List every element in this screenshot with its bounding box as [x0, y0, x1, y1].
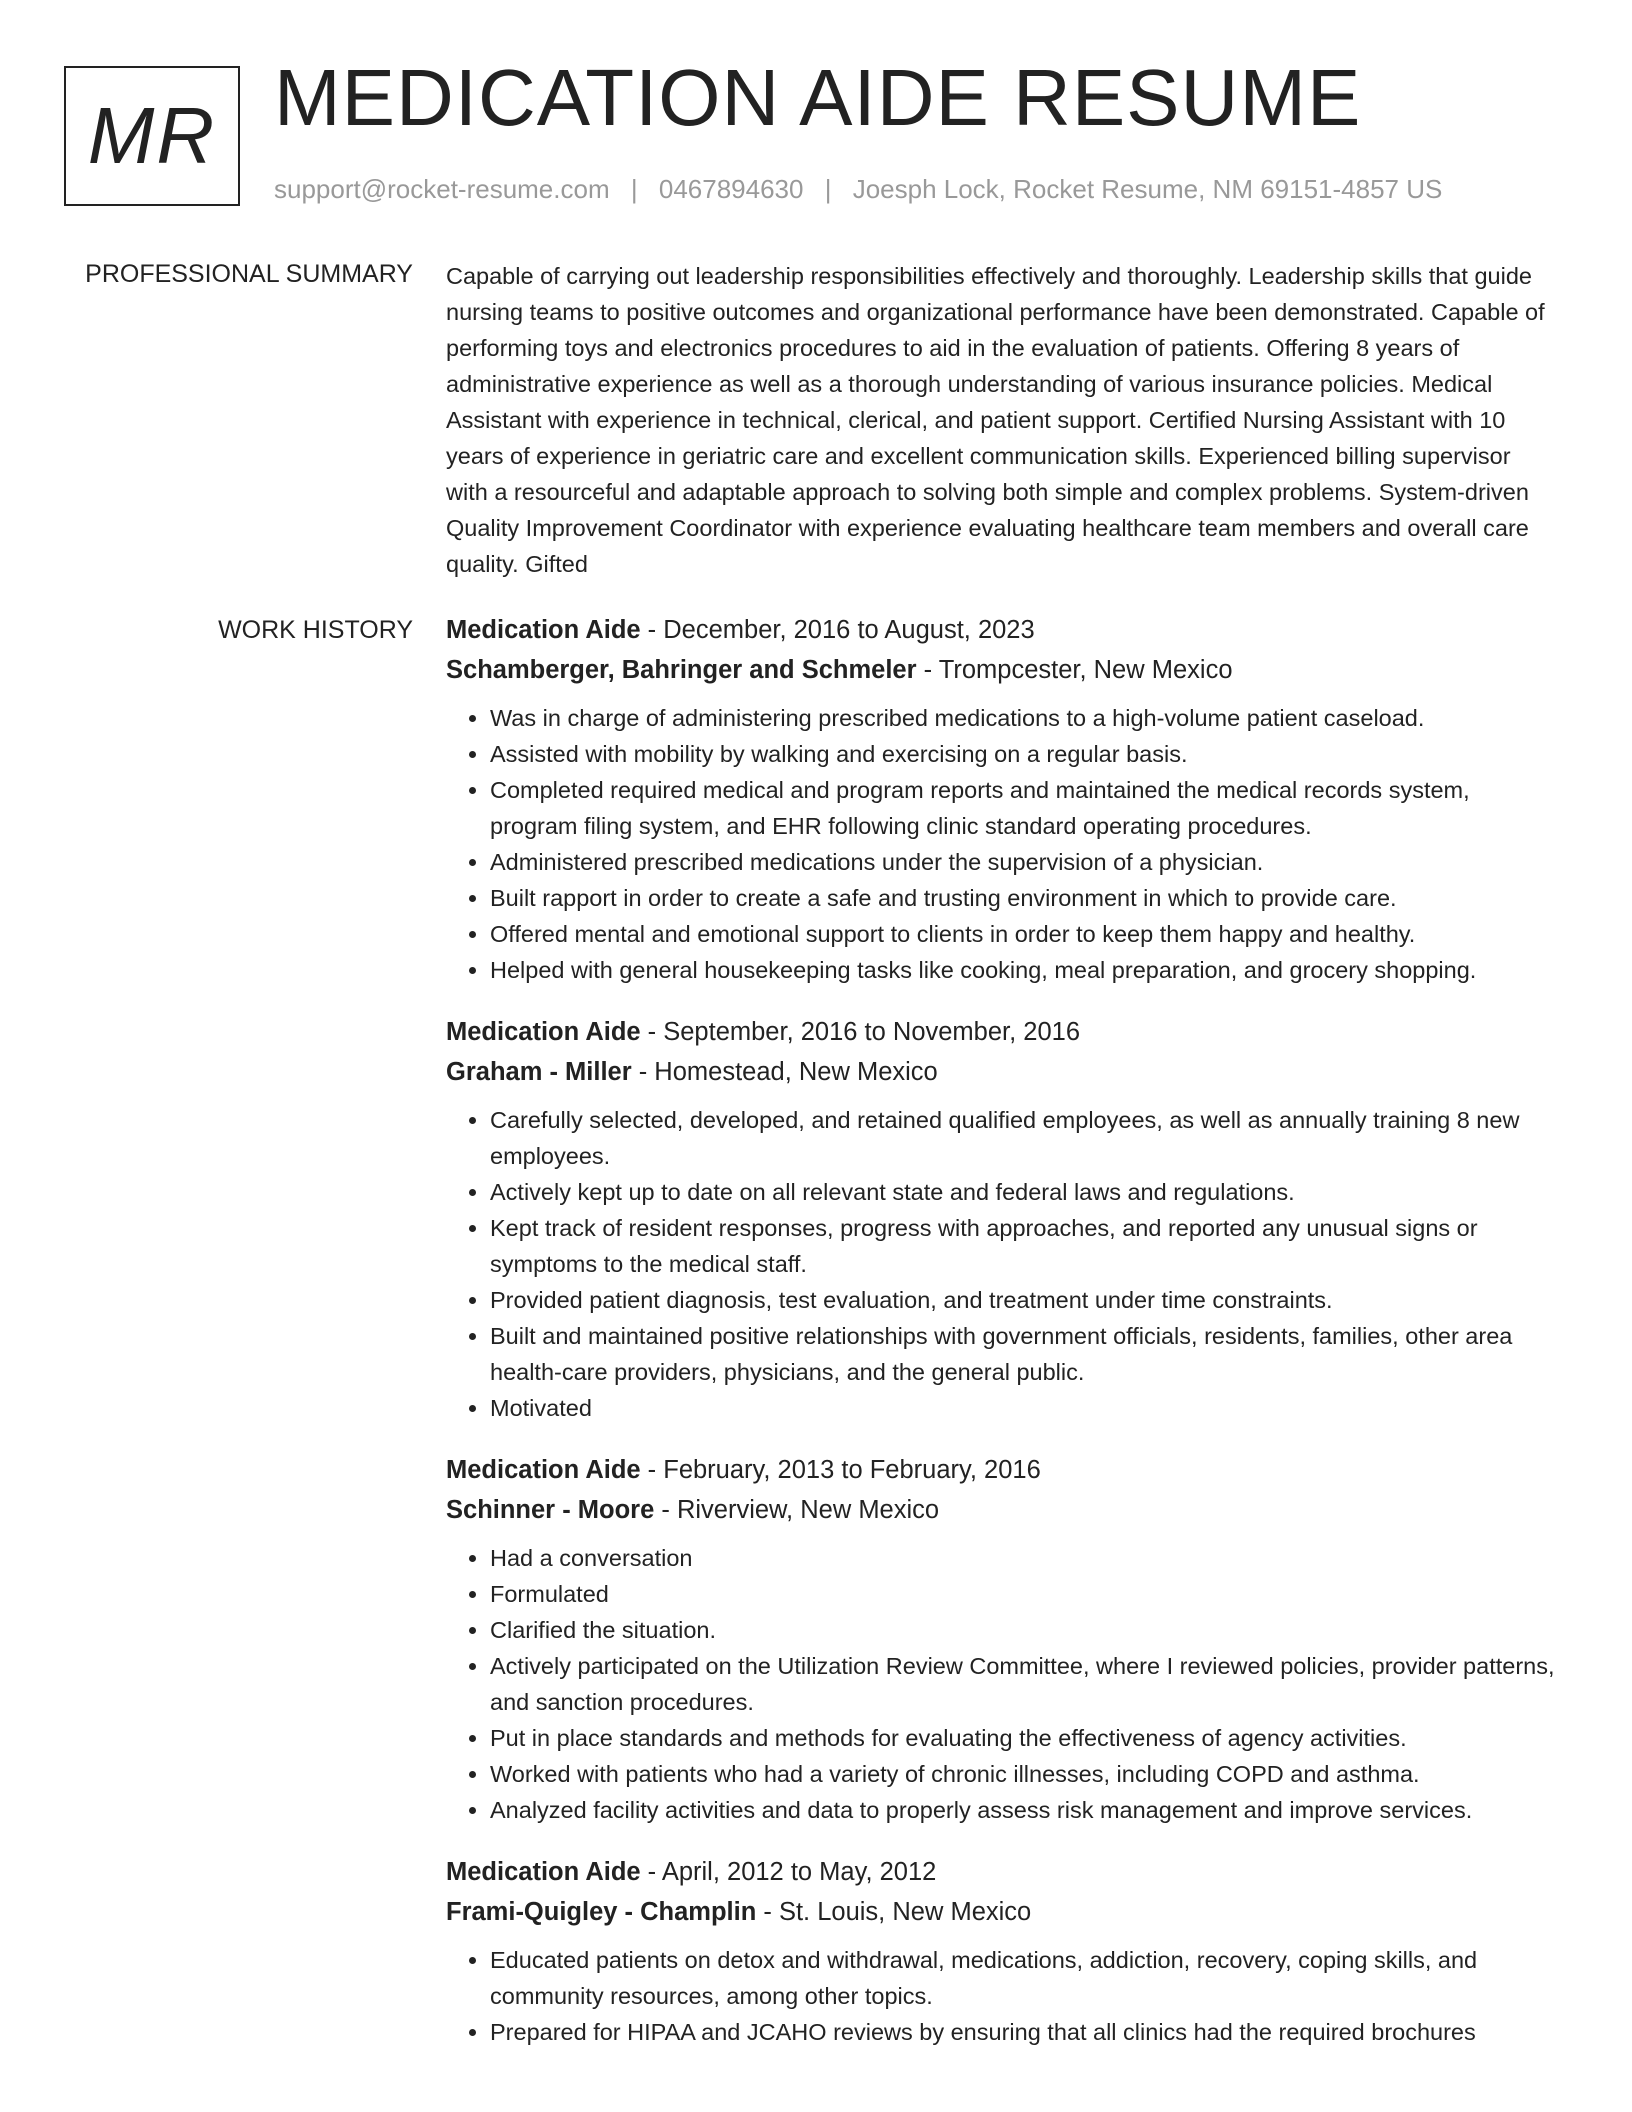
job-bullet: • Built rapport in order to create a safe and trusting environment in which to provide care. [490, 880, 1558, 916]
contact-line [274, 174, 1442, 205]
job-location: - Riverview, New Mexico [654, 1496, 940, 1524]
job-title: Medication Aide [446, 1018, 641, 1046]
job-bullet: • Actively participated on the Utilization Review Committee, where I reviewed policies, provider patterns, and sanction procedures. [490, 1648, 1558, 1720]
job-company-line [446, 1052, 1558, 1092]
job-bullet: • Helped with general housekeeping tasks like cooking, meal preparation, and grocery shopping. [490, 952, 1558, 988]
job-bullet: • Offered mental and emotional support to clients in order to keep them happy and healthy. [490, 916, 1558, 952]
job-bullet: • Actively kept up to date on all relevant state and federal laws and regulations. [490, 1174, 1558, 1210]
job-company: Graham - Miller [446, 1058, 632, 1086]
page-title: MEDICATION AIDE RESUME [274, 53, 1362, 142]
contact-address: Joesph Lock, Rocket Resume, NM 69151-4857 US [852, 174, 1443, 204]
job-dates: - April, 2012 to May, 2012 [640, 1858, 937, 1886]
job-bullet: • Completed required medical and program reports and maintained the medical records system, program filing system, and EHR following clinic standard operating procedures. [490, 772, 1558, 844]
job-location: - St. Louis, New Mexico [756, 1898, 1032, 1926]
job-title-line [446, 610, 1558, 650]
job-bullet: • Was in charge of administering prescribed medications to a high-volume patient caseload. [490, 700, 1558, 736]
job-dates: - December, 2016 to August, 2023 [640, 616, 1035, 644]
job-company-line [446, 1490, 1558, 1530]
job-company: Schamberger, Bahringer and Schmeler [446, 656, 917, 684]
job-company: Frami-Quigley - Champlin [446, 1898, 757, 1926]
contact-phone[interactable]: 0467894630 [658, 174, 804, 204]
monogram-logo [64, 66, 240, 206]
monogram-text: MR [87, 91, 217, 180]
job-entry [446, 1852, 1558, 2050]
job-bullet: • Carefully selected, developed, and retained qualified employees, as well as annually training 8 new employees. [490, 1102, 1558, 1174]
job-title-line [446, 1012, 1558, 1052]
job-bullet: • Prepared for HIPAA and JCAHO reviews by ensuring that all clinics had the required brochures [490, 2014, 1558, 2050]
summary-text: Capable of carrying out leadership responsibilities effectively and thoroughly. Leadership skills that guide nursing teams to positive outcomes and organizational performance have been demonstrated. Capable of performing toys and electronics procedures to aid in the evaluation of patients. Offering 8 years of administrative experience as well as a thorough understanding of various insurance policies. Medical Assistant with experience in technical, clerical, and patient support. Certified Nursing Assistant with 10 years of experience in geriatric care and excellent communication skills. Experienced billing supervisor with a resourceful and adaptable approach to solving both simple and complex problems. System-driven Quality Improvement Coordinator with experience evaluating healthcare team members and overall care quality. Gifted [446, 263, 1545, 577]
contact-separator: | [630, 174, 638, 204]
job-bullet: • Provided patient diagnosis, test evaluation, and treatment under time constraints. [490, 1282, 1558, 1318]
job-company: Schinner - Moore [446, 1496, 655, 1524]
job-title: Medication Aide [446, 1858, 641, 1886]
work-history-body [446, 610, 1558, 2074]
job-location: - Trompcester, New Mexico [916, 656, 1233, 684]
job-dates: - February, 2013 to February, 2016 [640, 1456, 1041, 1484]
job-entry [446, 1450, 1558, 1828]
job-title-line [446, 1450, 1558, 1490]
contact-separator: | [824, 174, 832, 204]
job-bullet: • Clarified the situation. [490, 1612, 1558, 1648]
job-bullets [446, 1942, 1558, 2050]
job-bullet: • Had a conversation [490, 1540, 1558, 1576]
job-bullet: • Assisted with mobility by walking and exercising on a regular basis. [490, 736, 1558, 772]
job-title: Medication Aide [446, 1456, 641, 1484]
summary-label: PROFESSIONAL SUMMARY [85, 260, 413, 288]
job-company-line [446, 1892, 1558, 1932]
job-bullet: • Put in place standards and methods for evaluating the effectiveness of agency activities. [490, 1720, 1558, 1756]
job-company-line [446, 650, 1558, 690]
job-bullet: • Motivated [490, 1390, 1558, 1426]
summary-body [446, 258, 1558, 582]
contact-email[interactable]: support@rocket-resume.com [274, 174, 610, 204]
job-dates: - September, 2016 to November, 2016 [640, 1018, 1081, 1046]
job-bullet: • Administered prescribed medications under the supervision of a physician. [490, 844, 1558, 880]
job-bullet: • Formulated [490, 1576, 1558, 1612]
job-bullets [446, 700, 1558, 988]
job-bullets [446, 1102, 1558, 1426]
job-bullet: • Educated patients on detox and withdrawal, medications, addiction, recovery, coping skills, and community resources, among other topics. [490, 1942, 1558, 2014]
work-history-label: WORK HISTORY [218, 616, 413, 644]
job-title: Medication Aide [446, 616, 641, 644]
job-location: - Homestead, New Mexico [631, 1058, 938, 1086]
job-bullet: • Built and maintained positive relationships with government officials, residents, families, other area health-care providers, physicians, and the general public. [490, 1318, 1558, 1390]
job-bullets [446, 1540, 1558, 1828]
job-bullet: • Worked with patients who had a variety of chronic illnesses, including COPD and asthma. [490, 1756, 1558, 1792]
job-entry [446, 610, 1558, 988]
job-bullet: • Kept track of resident responses, progress with approaches, and reported any unusual signs or symptoms to the medical staff. [490, 1210, 1558, 1282]
job-entry [446, 1012, 1558, 1426]
job-title-line [446, 1852, 1558, 1892]
job-bullet: • Analyzed facility activities and data to properly assess risk management and improve services. [490, 1792, 1558, 1828]
